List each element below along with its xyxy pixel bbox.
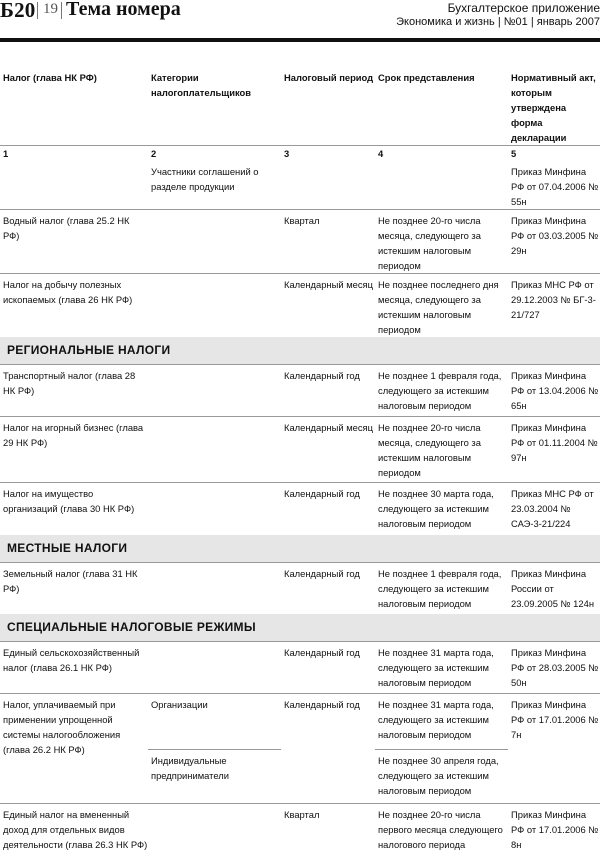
section-row xyxy=(0,614,600,642)
deadline-split-cell xyxy=(375,694,508,804)
section-row xyxy=(0,337,600,365)
period-cell: Квартал xyxy=(281,804,375,856)
act-cell: Приказ Минфина РФ от 17.01.2006 № 7н xyxy=(508,694,600,804)
deadline-cell: Не позднее последнего дня месяца, следующего за истекшим налоговым периодом xyxy=(375,274,508,338)
tax-cell: Единый налог на вмененный доход для отдельных видов деятельности (глава 26.3 НК РФ) xyxy=(0,804,148,856)
act-cell: Приказ Минфина РФ от 17.01.2006 № 8н xyxy=(508,804,600,856)
tax-cell: Налог, уплачиваемый при применении упрощенной системы налогообложения (глава 26.2 НК РФ) xyxy=(0,694,148,804)
table-row xyxy=(0,417,600,483)
act-cell: Приказ МНС РФ от 23.03.2004 № САЭ-3-21/224 xyxy=(508,483,600,535)
publication-issue: Экономика и жизнь | №01 | январь 2007 xyxy=(396,16,600,28)
section-heading: РЕГИОНАЛЬНЫЕ НАЛОГИ xyxy=(0,337,600,365)
tax-cell: Земельный налог (глава 31 НК РФ) xyxy=(0,562,148,614)
column-number: 1 xyxy=(3,148,9,159)
tax-cell: Налог на добычу полезных ископаемых (глава 26 НК РФ) xyxy=(0,274,148,338)
tax-declarations-table xyxy=(0,66,600,856)
payers-cell xyxy=(148,365,281,417)
payers-cell: Индивидуальные предприниматели xyxy=(148,749,281,803)
column-number: 5 xyxy=(511,148,517,159)
section-heading: СПЕЦИАЛЬНЫЕ НАЛОГОВЫЕ РЕЖИМЫ xyxy=(0,614,600,642)
period-cell: Календарный год xyxy=(281,642,375,694)
header-divider xyxy=(37,2,38,19)
period-cell: Календарный месяц xyxy=(281,417,375,483)
deadline-cell: Не позднее 30 апреля года, следующего за истекшим налоговым периодом xyxy=(375,749,508,803)
deadline-cell: Не позднее 20-го числа месяца, следующего за истекшим налоговым периодом xyxy=(375,417,508,483)
payers-cell xyxy=(148,804,281,856)
payers-cell xyxy=(148,642,281,694)
act-cell: Приказ Минфина РФ от 28.03.2005 № 50н xyxy=(508,642,600,694)
section-heading: МЕСТНЫЕ НАЛОГИ xyxy=(0,535,600,563)
column-header: Срок представления xyxy=(378,72,475,83)
table-row xyxy=(0,804,600,856)
table-row xyxy=(0,483,600,535)
column-header: Налоговый период xyxy=(284,72,374,83)
period-cell: Календарный год xyxy=(281,562,375,614)
table-row xyxy=(0,210,600,274)
table-row xyxy=(0,642,600,694)
section-title: Тема номера xyxy=(66,0,181,20)
tax-cell: Транспортный налог (глава 28 НК РФ) xyxy=(0,365,148,417)
section-row xyxy=(0,535,600,563)
column-header: Налог (глава НК РФ) xyxy=(3,72,97,83)
deadline-cell: Не позднее 30 марта года, следующего за истекшим налоговым периодом xyxy=(375,483,508,535)
column-number: 3 xyxy=(284,148,290,159)
table-row xyxy=(0,562,600,614)
tax-cell: Единый сельскохозяйственный налог (глава 26.1 НК РФ) xyxy=(0,642,148,694)
payers-cell xyxy=(148,483,281,535)
page-header xyxy=(0,0,600,42)
page-number: Б20 xyxy=(0,0,36,22)
deadline-cell: Не позднее 1 февраля года, следующего за истекшим налоговым периодом xyxy=(375,562,508,614)
column-number: 2 xyxy=(151,148,157,159)
deadline-cell: Не позднее 20-го числа первого месяца следующего налогового периода xyxy=(375,804,508,856)
act-cell: Приказ Минфина России от 23.09.2005 № 124н xyxy=(508,562,600,614)
period-cell: Календарный год xyxy=(281,483,375,535)
deadline-cell: Не позднее 1 февраля года, следующего за истекшим налоговым периодом xyxy=(375,365,508,417)
period-cell: Квартал xyxy=(281,210,375,274)
table-row xyxy=(0,274,600,338)
table-row xyxy=(0,146,600,210)
column-number: 4 xyxy=(378,148,384,159)
act-cell: Приказ Минфина РФ от 07.04.2006 № 55н xyxy=(511,166,599,207)
deadline-cell: Не позднее 31 марта года, следующего за истекшим налоговым периодом xyxy=(378,699,494,740)
header-divider xyxy=(61,2,62,19)
act-cell: Приказ Минфина РФ от 03.03.2005 № 29н xyxy=(508,210,600,274)
publication-name: Бухгалтерское приложение xyxy=(447,1,600,15)
payers-cell xyxy=(148,562,281,614)
column-header: Нормативный акт, которым утверждена форма декларации xyxy=(511,72,596,143)
deadline-cell: Не позднее 31 марта года, следующего за истекшим налоговым периодом xyxy=(375,642,508,694)
payers-cell xyxy=(148,417,281,483)
period-cell: Календарный месяц xyxy=(281,274,375,338)
act-cell: Приказ Минфина РФ от 13.04.2006 № 65н xyxy=(508,365,600,417)
act-cell: Приказ Минфина РФ от 01.11.2004 № 97н xyxy=(508,417,600,483)
table-header-row xyxy=(0,66,600,146)
column-header: Категории налогоплательщиков xyxy=(151,72,252,98)
deadline-cell: Не позднее 20-го числа месяца, следующего за истекшим налоговым периодом xyxy=(375,210,508,274)
tax-cell: Налог на имущество организаций (глава 30 НК РФ) xyxy=(0,483,148,535)
payers-cell: Участники соглашений о разделе продукции xyxy=(151,166,259,192)
tax-cell: Налог на игорный бизнес (глава 29 НК РФ) xyxy=(0,417,148,483)
payers-cell xyxy=(148,210,281,274)
table-row xyxy=(0,694,600,804)
payers-cell: Организации xyxy=(151,699,208,710)
header-rule xyxy=(0,38,600,42)
payers-split-cell xyxy=(148,694,281,804)
period-cell: Календарный год xyxy=(281,365,375,417)
tax-cell: Водный налог (глава 25.2 НК РФ) xyxy=(0,210,148,274)
act-cell: Приказ МНС РФ от 29.12.2003 № БГ-3-21/727 xyxy=(508,274,600,338)
period-cell: Календарный год xyxy=(281,694,375,804)
payers-cell xyxy=(148,274,281,338)
table-row xyxy=(0,365,600,417)
issue-number: 19 xyxy=(43,1,58,17)
